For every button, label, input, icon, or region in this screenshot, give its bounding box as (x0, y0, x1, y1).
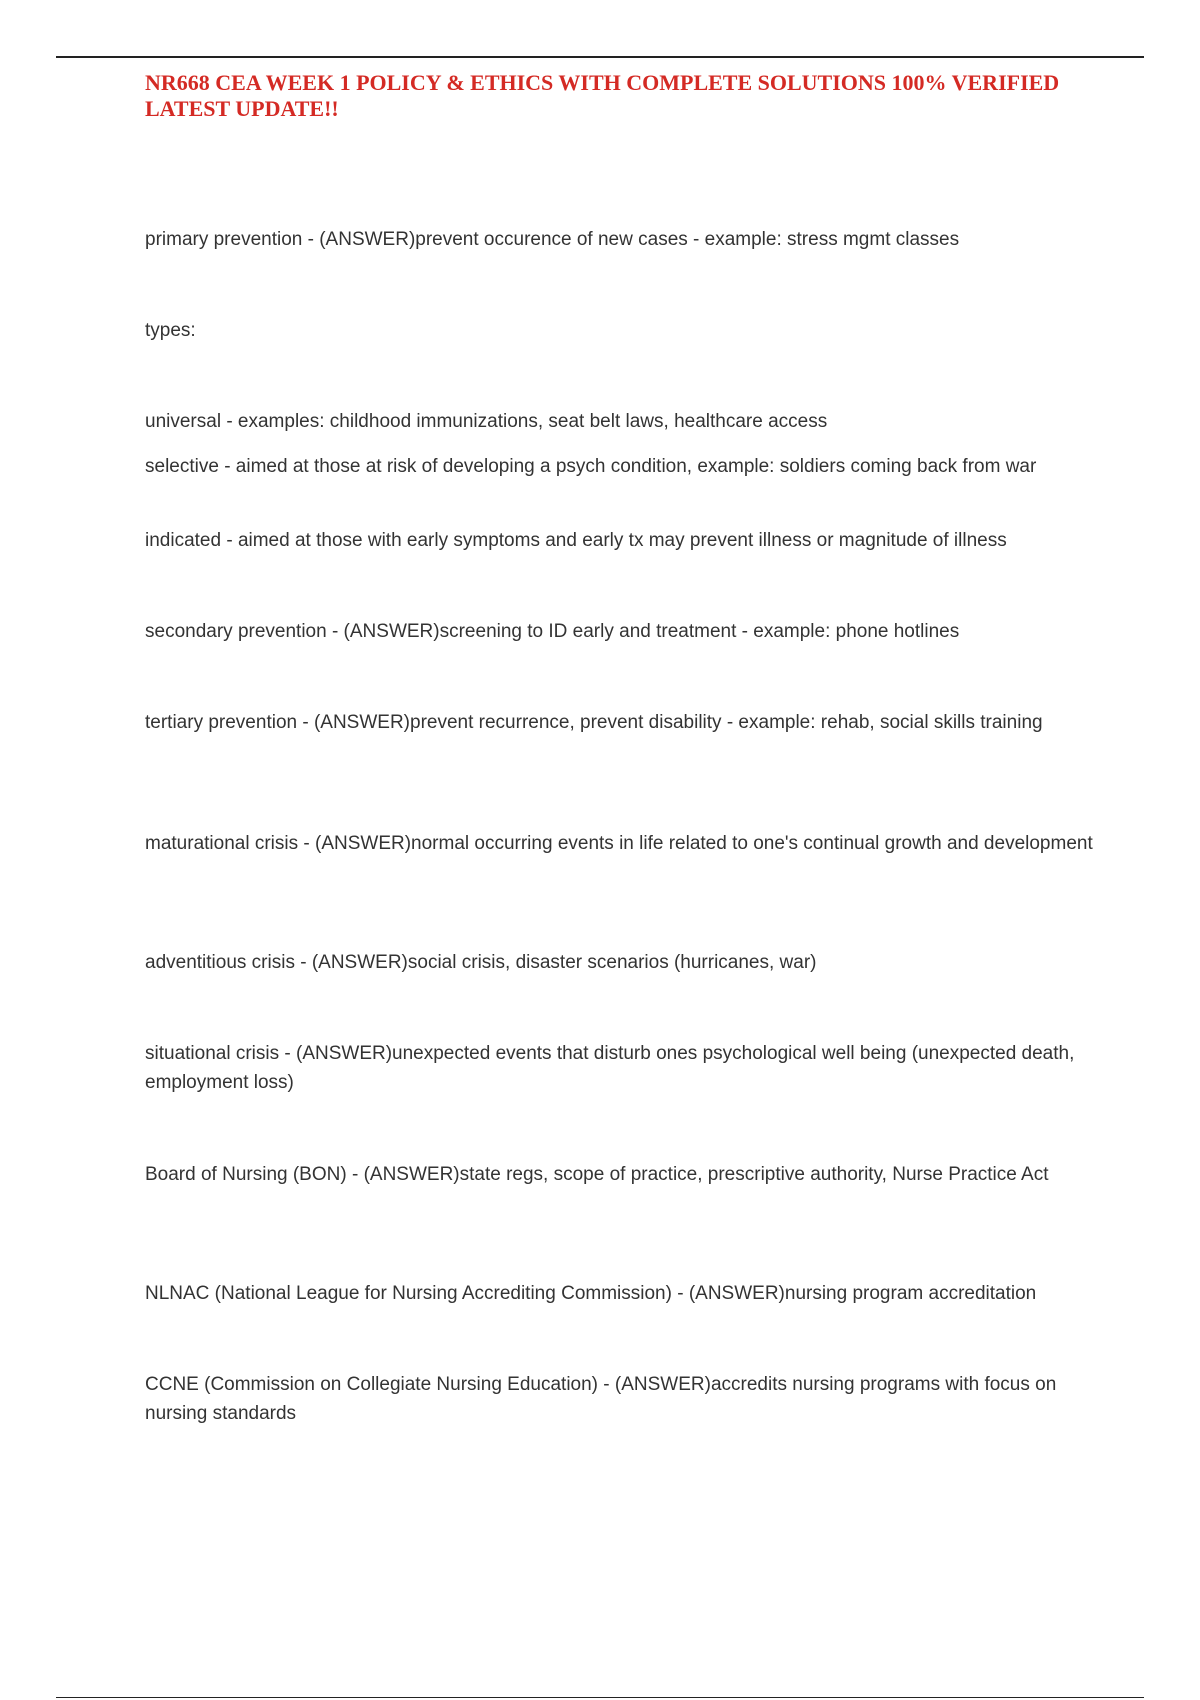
entry-primary-prevention: primary prevention - (ANSWER)prevent occurence of new cases - example: stress mgmt classes (145, 229, 960, 250)
header-rule (56, 56, 1144, 58)
entry-universal: universal - examples: childhood immunizations, seat belt laws, healthcare access (145, 411, 828, 432)
footer-rule (56, 1697, 1144, 1698)
entry-tertiary-prevention: tertiary prevention - (ANSWER)prevent recurrence, prevent disability - example: rehab, social skills training (145, 712, 1043, 733)
document-title: NR668 CEA WEEK 1 POLICY & ETHICS WITH COMPLETE SOLUTIONS 100% VERIFIED LATEST UPDATE!! (145, 70, 1060, 121)
entry-situational-crisis: situational crisis - (ANSWER)unexpected events that disturb ones psychological well being (unexpected death, employment loss) (145, 1043, 1075, 1093)
entry-secondary-prevention: secondary prevention - (ANSWER)screening to ID early and treatment - example: phone hotlines (145, 621, 960, 642)
entry-ccne: CCNE (Commission on Collegiate Nursing Education) - (ANSWER)accredits nursing programs with focus on nursing standards (145, 1374, 1057, 1424)
entry-board-of-nursing: Board of Nursing (BON) - (ANSWER)state regs, scope of practice, prescriptive authority, Nurse Practice Act (145, 1164, 1049, 1185)
entry-types-heading: types: (145, 320, 196, 341)
entry-nlnac: NLNAC (National League for Nursing Accrediting Commission) - (ANSWER)nursing program accreditation (145, 1283, 1037, 1304)
entry-maturational-crisis: maturational crisis - (ANSWER)normal occurring events in life related to one's continual growth and development (145, 833, 1093, 854)
entry-indicated: indicated - aimed at those with early symptoms and early tx may prevent illness or magnitude of illness (145, 530, 1007, 551)
entry-adventitious-crisis: adventitious crisis - (ANSWER)social crisis, disaster scenarios (hurricanes, war) (145, 952, 817, 973)
entry-selective: selective - aimed at those at risk of developing a psych condition, example: soldiers coming back from war (145, 456, 1037, 477)
